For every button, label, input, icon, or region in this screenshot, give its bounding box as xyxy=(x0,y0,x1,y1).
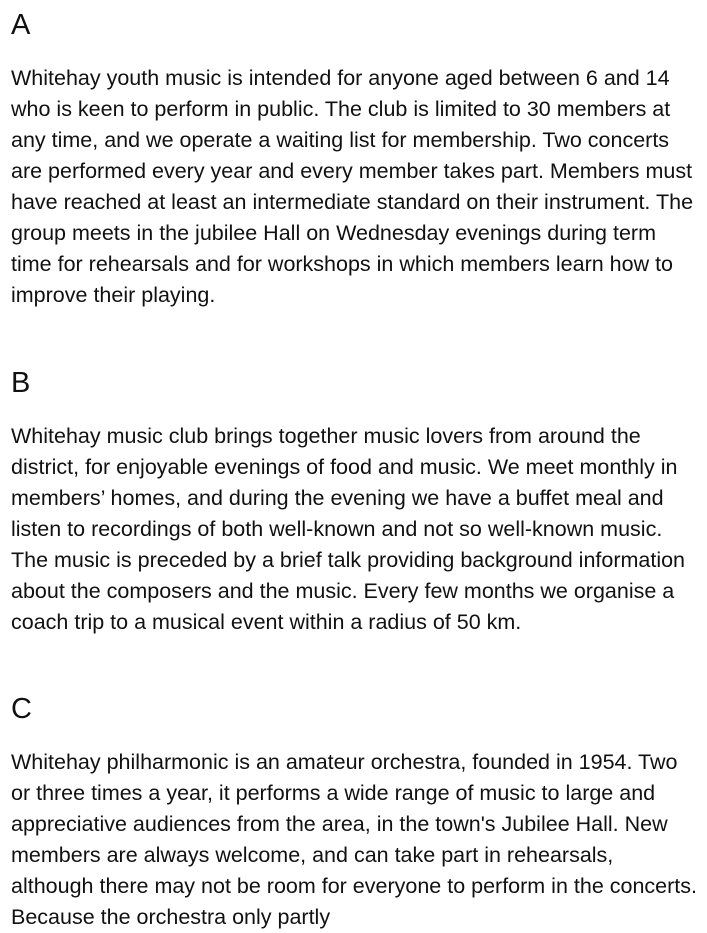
section-text: Whitehay youth music is intended for anyone aged between 6 and 14 who is keen to perform in public. The club is limited to 30 members at any time, and we operate a waiting list for membership. Two concerts are performed every year and every member takes part. Members must have reached at least an intermediate standard on their instrument. The group meets in the jubilee Hall on Wednesday evenings during term time for rehearsals and for workshops in which members learn how to improve their playing. xyxy=(11,66,694,307)
section-text: Whitehay philharmonic is an amateur orchestra, founded in 1954. Two or three times a year, it performs a wide range of music to large and appreciative audiences from the area, in the town's Jubilee Hall. New members are always welcome, and can take part in rehearsals, although there may not be room for everyone to perform in the concerts. Because the orchestra only partly xyxy=(11,750,697,929)
section-letter: B xyxy=(11,367,31,399)
section-c xyxy=(11,692,701,933)
section-a xyxy=(11,8,701,311)
section-text: Whitehay music club brings together music lovers from around the district, for enjoyable evenings of food and music. We meet monthly in members’ homes, and during the evening we have a buffet meal and listen to recordings of both well-known and not so well-known music. The music is preceded by a brief talk providing background information about the composers and the music. Every few months we organise a coach trip to a musical event within a radius of 50 km. xyxy=(11,424,686,634)
section-b xyxy=(11,366,701,638)
section-letter: A xyxy=(11,9,31,41)
section-letter: C xyxy=(11,693,32,725)
